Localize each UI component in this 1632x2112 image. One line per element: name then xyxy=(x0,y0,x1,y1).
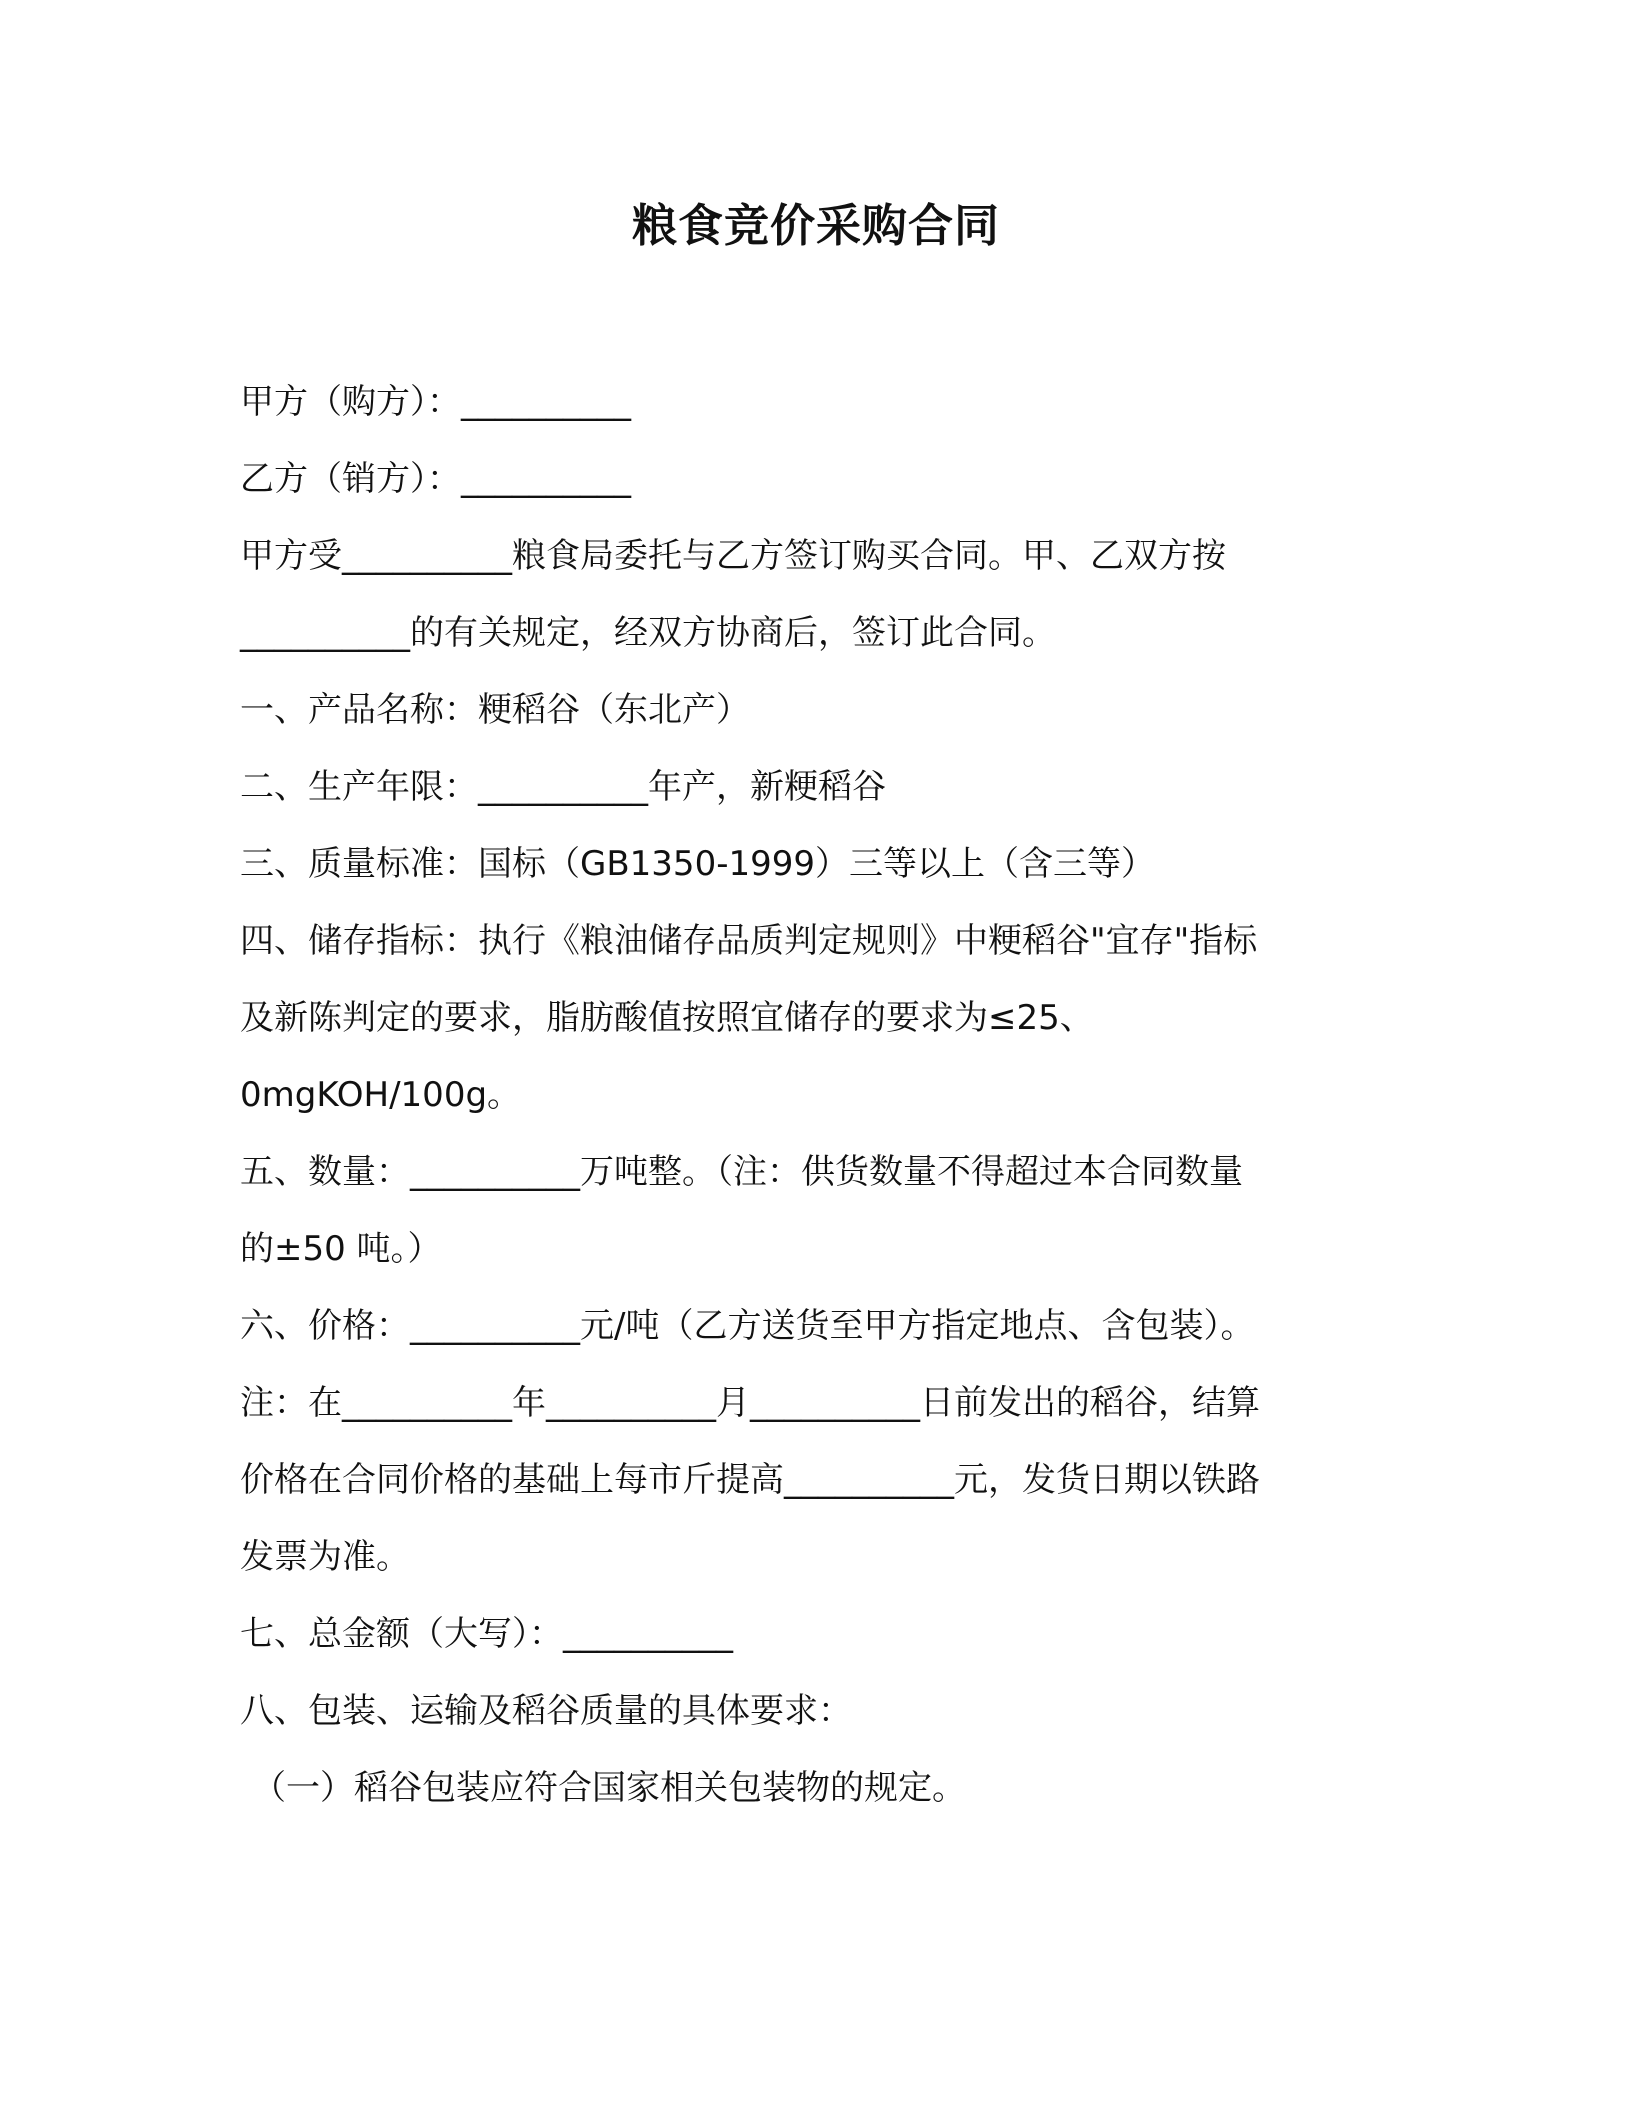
price-note-line-1: 注：在__________年__________月__________日前发出的稻谷，结算 xyxy=(240,1383,1260,1423)
clause-product-name: 一、产品名称：粳稻谷（东北产） xyxy=(240,690,750,730)
packaging-item-1: （一）稻谷包装应符合国家相关包装物的规定。 xyxy=(252,1768,966,1808)
document-body xyxy=(240,364,1360,1827)
clause-packaging-heading: 八、包装、运输及稻谷质量的具体要求： xyxy=(240,1691,852,1731)
intro-line-1: 甲方受__________粮食局委托与乙方签订购买合同。甲、乙双方按 xyxy=(240,536,1226,576)
clause-storage-line-1: 四、储存指标：执行《粮油储存品质判定规则》中粳稻谷"宜存"指标 xyxy=(240,921,1258,961)
intro-line-2: __________的有关规定，经双方协商后，签订此合同。 xyxy=(240,613,1056,653)
clause-storage-line-3: 0mgKOH/100g。 xyxy=(240,1075,522,1115)
party-a-line: 甲方（购方）：__________ xyxy=(240,382,631,422)
clause-price: 六、价格：__________元/吨（乙方送货至甲方指定地点、含包装）。 xyxy=(240,1306,1255,1346)
clause-production-year: 二、生产年限：__________年产，新粳稻谷 xyxy=(240,767,886,807)
price-note-line-2: 价格在合同价格的基础上每市斤提高__________元，发货日期以铁路 xyxy=(240,1460,1260,1500)
clause-total-amount: 七、总金额（大写）：__________ xyxy=(240,1614,733,1654)
party-b-line: 乙方（销方）：__________ xyxy=(240,459,631,499)
clause-storage-line-2: 及新陈判定的要求，脂肪酸值按照宜储存的要求为≤25、 xyxy=(240,998,1094,1038)
document-title: 粮食竞价采购合同 xyxy=(631,199,1000,252)
clause-quantity-line-1: 五、数量：__________万吨整。（注：供货数量不得超过本合同数量 xyxy=(240,1152,1243,1192)
clause-quantity-line-2: 的±50 吨。） xyxy=(240,1229,442,1269)
clause-quality-standard: 三、质量标准：国标（GB1350-1999）三等以上（含三等） xyxy=(240,844,1155,884)
price-note-line-3: 发票为准。 xyxy=(240,1537,410,1577)
